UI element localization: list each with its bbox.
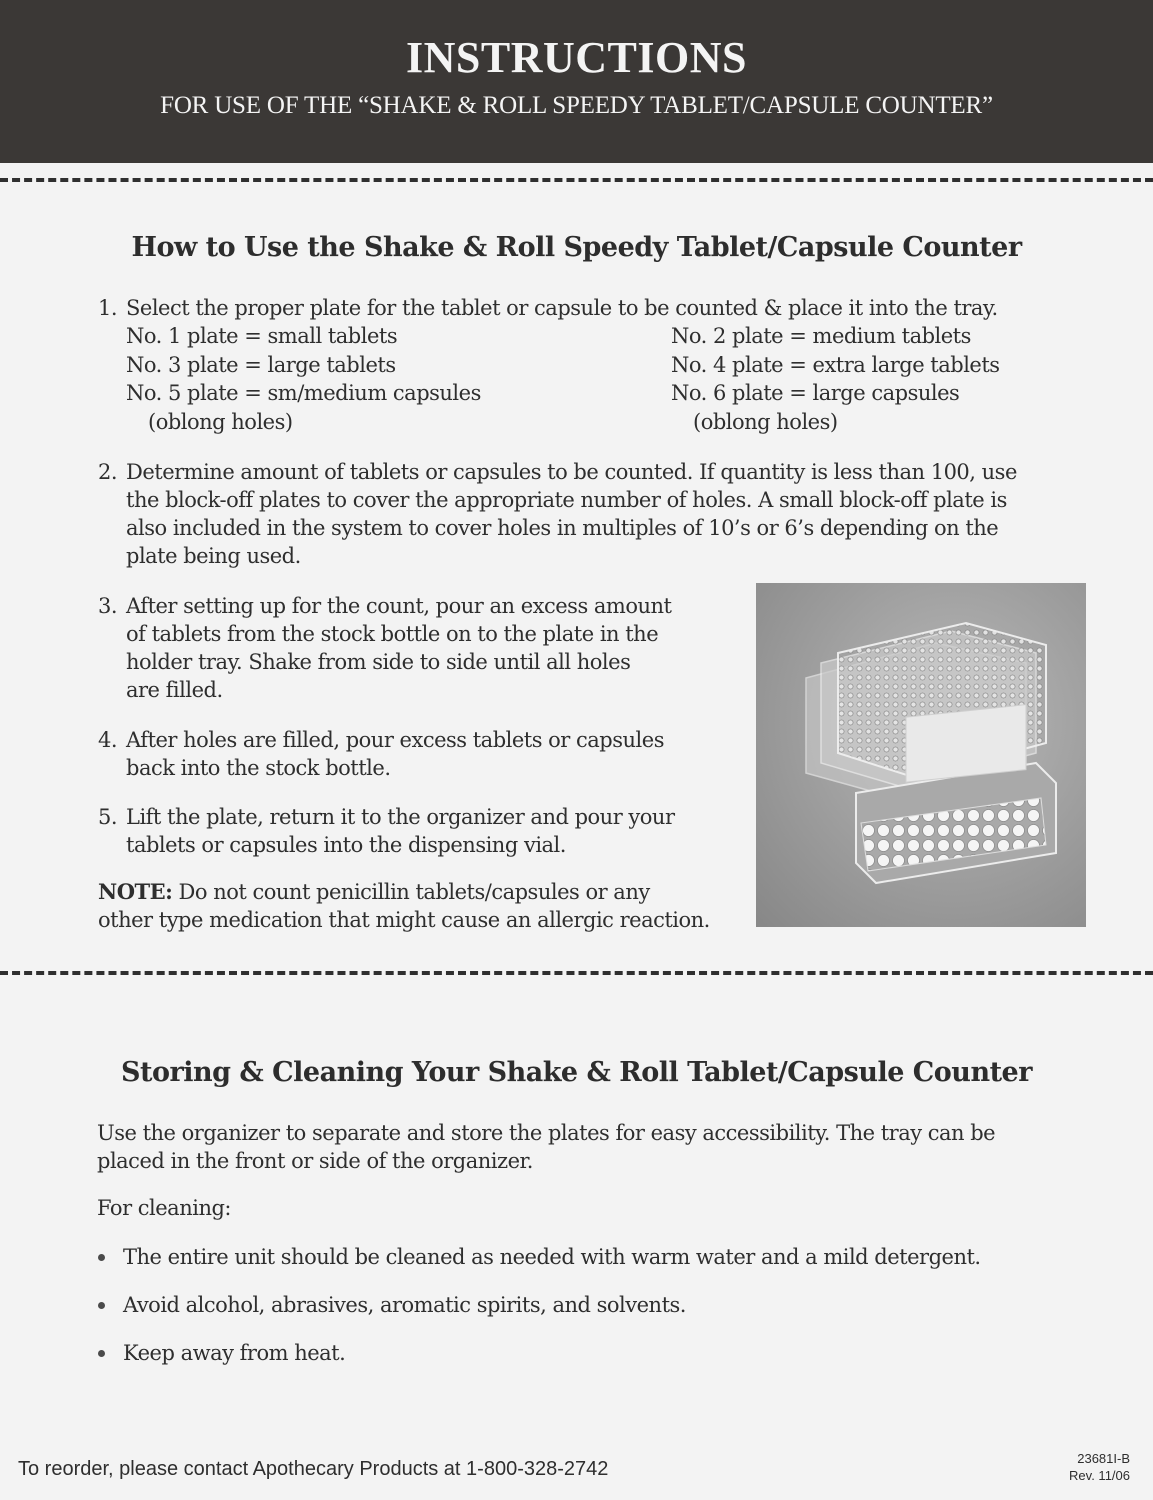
step-2-line: Determine amount of tablets or capsules to be counted. If quantity is less than 100, use xyxy=(126,460,1017,484)
plate-4-label: No. 4 plate = extra large tablets xyxy=(671,353,1000,377)
plate-1-label: No. 1 plate = small tablets xyxy=(126,324,398,348)
dashed-divider-top xyxy=(0,178,1153,182)
step-2-line: also included in the system to cover holes in multiples of 10’s or 6’s depending on the xyxy=(126,516,999,540)
step-4-line: back into the stock bottle. xyxy=(126,756,391,780)
cleaning-bullet: Keep away from heat. xyxy=(123,1341,346,1365)
step-4-number: 4. xyxy=(98,728,118,752)
step-3-line: holder tray. Shake from side to side until all holes xyxy=(126,650,631,674)
bullet-icon xyxy=(98,1302,105,1309)
plate-3-label: No. 3 plate = large tablets xyxy=(126,353,396,377)
step-1-text: Select the proper plate for the tablet or capsule to be counted & place it into the tray. xyxy=(126,296,998,320)
revision-date: Rev. 11/06 xyxy=(1069,1468,1130,1483)
step-3-line: After setting up for the count, pour an excess amount xyxy=(126,594,672,618)
note-line xyxy=(98,878,650,907)
document-code: 23681I-B xyxy=(1077,1451,1130,1466)
plate-5-label: No. 5 plate = sm/medium capsules xyxy=(126,381,481,405)
step-2-line: the block-off plates to cover the appropriate number of holes. A small block-off plate is xyxy=(126,488,1007,512)
note-line-2: other type medication that might cause an allergic reaction. xyxy=(98,908,710,932)
step-4-line: After holes are filled, pour excess tablets or capsules xyxy=(126,728,664,752)
product-photo xyxy=(756,583,1086,927)
note-label: NOTE: xyxy=(98,879,173,904)
plate-5-note: (oblong holes) xyxy=(148,410,293,434)
reorder-text: To reorder, please contact Apothecary Products at 1-800-328-2742 xyxy=(18,1458,609,1480)
step-5-number: 5. xyxy=(98,805,118,829)
cleaning-bullet: Avoid alcohol, abrasives, aromatic spirits, and solvents. xyxy=(123,1293,686,1317)
dashed-divider-middle xyxy=(0,971,1153,975)
header-banner xyxy=(0,0,1153,163)
storing-intro-line: placed in the front or side of the organizer. xyxy=(97,1149,533,1173)
bullet-icon xyxy=(98,1350,105,1357)
storing-heading: Storing & Cleaning Your Shake & Roll Tablet/Capsule Counter xyxy=(121,1057,1032,1088)
step-5-line: Lift the plate, return it to the organizer and pour your xyxy=(126,805,675,829)
plate-2-label: No. 2 plate = medium tablets xyxy=(671,324,971,348)
note-text: Do not count penicillin tablets/capsules or any xyxy=(172,880,650,904)
step-2-number: 2. xyxy=(98,460,118,484)
how-to-heading: How to Use the Shake & Roll Speedy Tablet/Capsule Counter xyxy=(131,232,1022,263)
bullet-icon xyxy=(98,1254,105,1261)
step-3-line: of tablets from the stock bottle on to the plate in the xyxy=(126,622,659,646)
cleaning-label: For cleaning: xyxy=(97,1196,231,1220)
step-5-line: tablets or capsules into the dispensing vial. xyxy=(126,833,566,857)
plate-6-note: (oblong holes) xyxy=(693,410,838,434)
step-3-number: 3. xyxy=(98,594,118,618)
step-1-number: 1. xyxy=(98,296,118,320)
step-2-line: plate being used. xyxy=(126,544,301,568)
plate-6-label: No. 6 plate = large capsules xyxy=(671,381,960,405)
page-title: INSTRUCTIONS xyxy=(406,33,747,82)
step-3-line: are filled. xyxy=(126,678,223,702)
storing-intro-line: Use the organizer to separate and store the plates for easy accessibility. The tray can be xyxy=(97,1121,996,1145)
cleaning-bullet: The entire unit should be cleaned as needed with warm water and a mild detergent. xyxy=(123,1245,981,1269)
counter-tray-illustration xyxy=(756,583,1086,927)
page-subtitle: FOR USE OF THE “SHAKE & ROLL SPEEDY TABLET/CAPSULE COUNTER” xyxy=(160,92,993,119)
